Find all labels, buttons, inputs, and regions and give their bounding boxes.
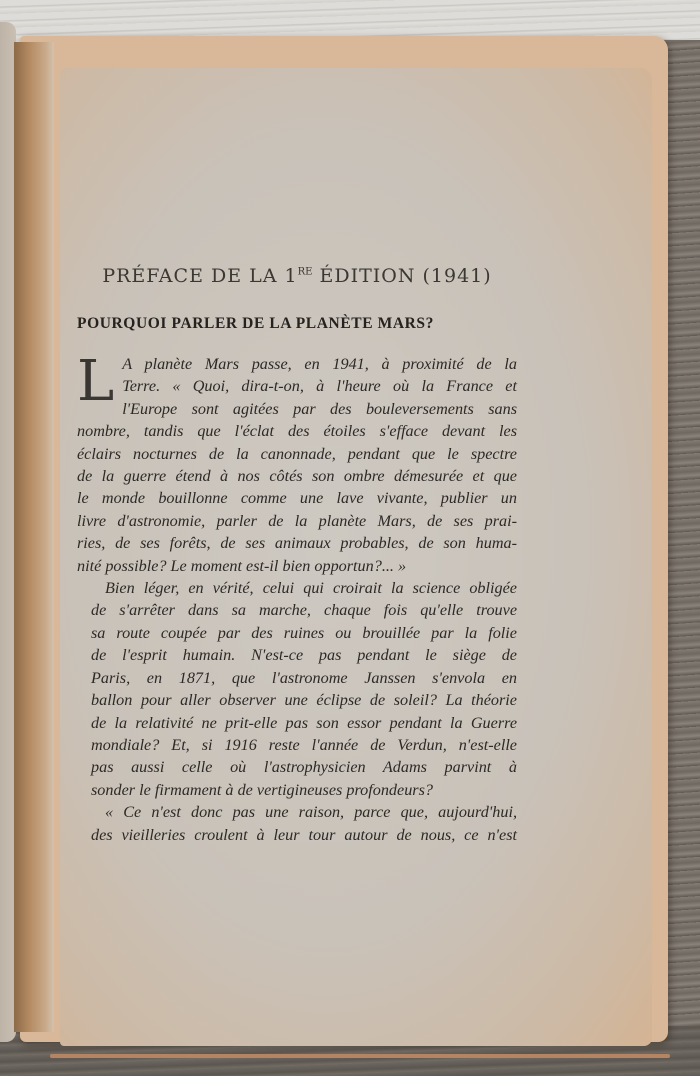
- book-gutter: [14, 42, 54, 1032]
- page-bottom-edge: [50, 1054, 670, 1058]
- page-text-block: [77, 265, 517, 846]
- drop-cap: L: [77, 349, 115, 414]
- paragraph: L A planète Mars passe, en 1941, à proximité de la Terre. « Quoi, dira-t-on, à l'heure où la France et l'Europe sont agitées par des bouleversements sans nombre, tandis que l'éclat des étoiles s'efface devant les éclairs nocturnes de la canonnade, pendant que le spectre de la guerre étend à nos côtés son ombre démesurée et que le monde bouillonne comme une lave vivante, publier un livre d'astronomie, parler de la planète Mars, de ses prai- ries, de ses forêts, de ses animaux probables, de son huma- nité possible? Le moment est-il bien opportun?... »: [77, 349, 517, 575]
- paragraph: Bien léger, en vérité, celui qui croirait la science obligée de s'arrêter dans sa marche, chaque fois qu'elle trouve sa route coupée par des ruines ou brouillée par la folie de l'esprit humain. N'est-ce pas pendant le siège de Paris, en 1871, que l'astronome Janssen s'envola en ballon pour aller observer une éclipse de soleil? La théorie de la relativité ne prit-elle pas son essor pendant la Guerre mondiale? Et, si 1916 reste l'année de Verdun, n'est-elle pas aussi celle où l'astrophysicien Adams parvint à sonder le firmament à de vertigineuses profondeurs?: [91, 579, 517, 799]
- preface-title: PRÉFACE DE LA 1RE ÉDITION (1941): [102, 265, 492, 287]
- paragraph: « Ce n'est donc pas une raison, parce que, aujourd'hui, des vieilleries croulent à leur tour autour de nous, ce n'est: [91, 803, 517, 844]
- section-heading: POURQUOI PARLER DE LA PLANÈTE MARS?: [77, 315, 435, 332]
- body-text: [77, 349, 517, 846]
